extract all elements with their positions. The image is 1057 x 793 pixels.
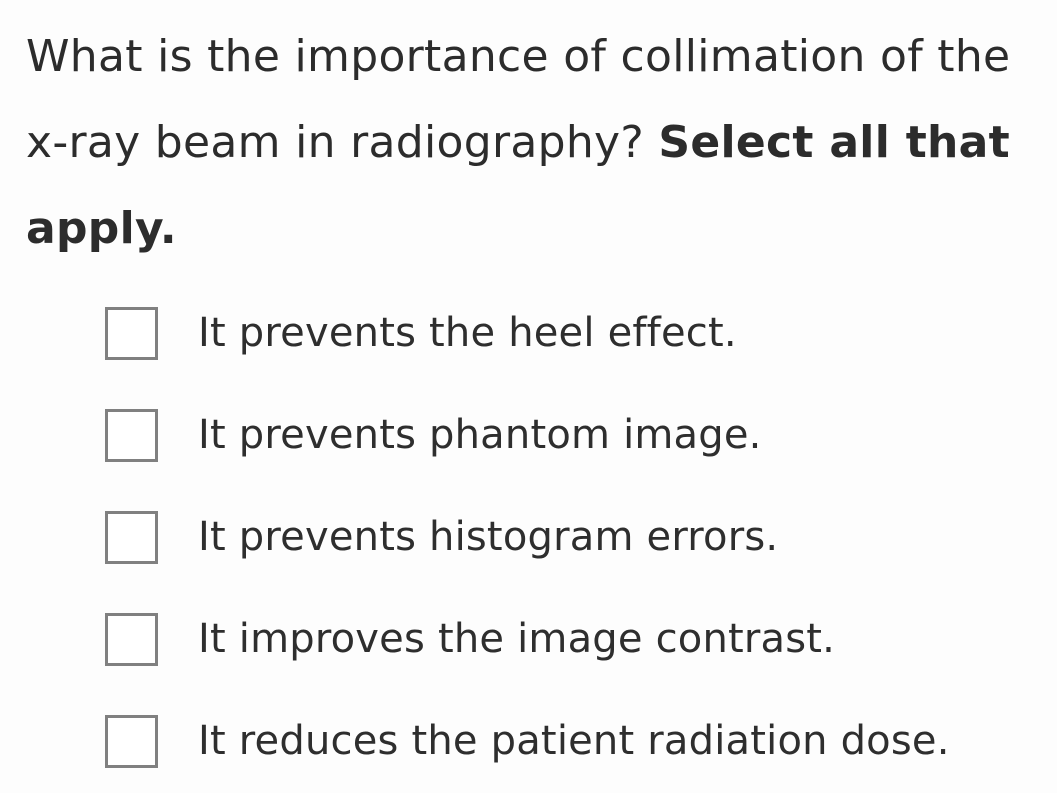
option-label: It prevents phantom image. xyxy=(198,412,762,458)
option-image-contrast[interactable] xyxy=(105,588,950,690)
option-radiation-dose[interactable] xyxy=(105,690,950,792)
question-stem: What is the importance of collimation of the x-ray beam in radiography? xyxy=(26,31,1011,168)
question-instruction: Select all that apply. xyxy=(26,117,1010,254)
option-label: It prevents histogram errors. xyxy=(198,514,779,560)
checkbox[interactable] xyxy=(105,307,158,360)
option-histogram-errors[interactable] xyxy=(105,486,950,588)
checkbox[interactable] xyxy=(105,613,158,666)
checkbox[interactable] xyxy=(105,511,158,564)
checkbox[interactable] xyxy=(105,715,158,768)
checkbox[interactable] xyxy=(105,409,158,462)
question-text xyxy=(26,14,1046,272)
option-label: It improves the image contrast. xyxy=(198,616,836,662)
option-phantom-image[interactable] xyxy=(105,384,950,486)
option-heel-effect[interactable] xyxy=(105,282,950,384)
option-label: It reduces the patient radiation dose. xyxy=(198,718,950,764)
option-label: It prevents the heel effect. xyxy=(198,310,737,356)
answer-options xyxy=(105,282,950,792)
